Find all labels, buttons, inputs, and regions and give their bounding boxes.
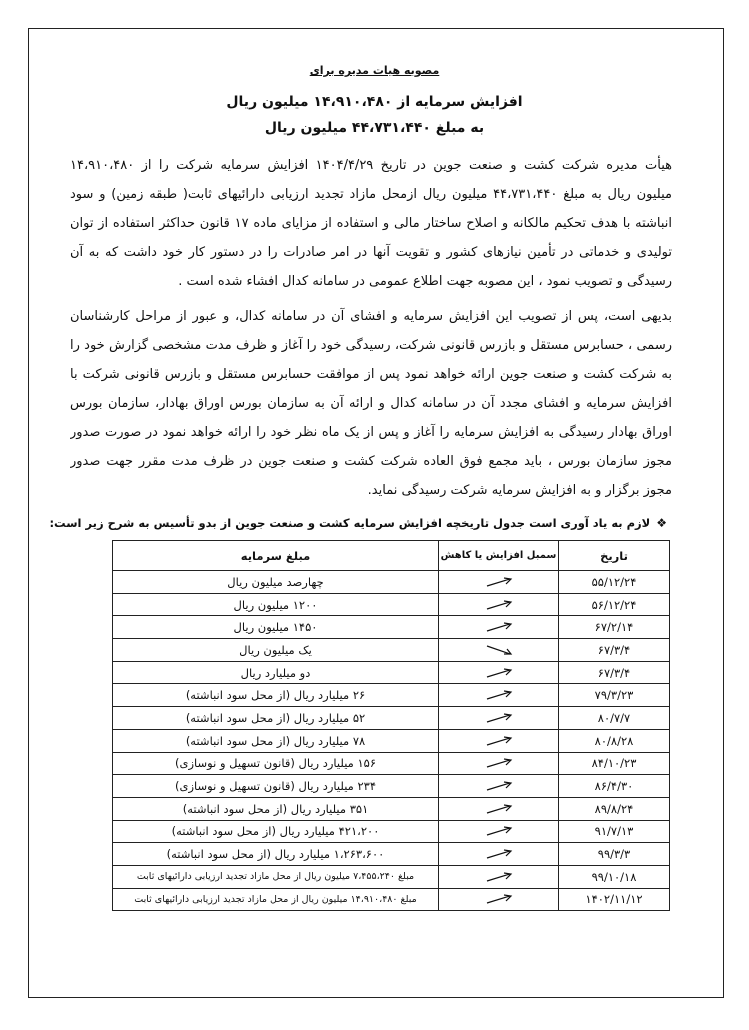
header-amount: مبلغ سرمایه (113, 541, 439, 571)
diamond-bullet-icon: ❖ (656, 516, 667, 530)
paragraph1-line: هیأت مدیره شرکت کشت و صنعت جوین در تاریخ ۱۴۰۴/۴/۲۹ افزایش سرمایه شرکت را از ۱۴،۹۱۰،۴۸۰ (70, 158, 672, 173)
paragraph2-line: مجوز سازمان بورس ، باید مجمع فوق العاده شرکت کشت و صنعت جوین در ظرف مدت مقرر جهت صدور (70, 454, 672, 469)
paragraph-process (70, 302, 672, 505)
row-amount: ۱۵۶ میلیارد ریال (قانون تسهیل و نوسازی) (113, 752, 439, 775)
table-row (113, 707, 670, 730)
row-amount: دو میلیارد ریال (113, 661, 439, 684)
row-amount: ۴۲۱،۲۰۰ میلیارد ریال (از محل سود انباشته) (113, 820, 439, 843)
increase-arrow-icon (484, 893, 514, 905)
paragraph1-line: میلیون ریال به مبلغ ۴۴،۷۳۱،۴۴۰ میلیون ریال ازمحل مازاد تجدید ارزیابی دارائیهای ثابت( طبقه زمین) و سود (70, 187, 672, 202)
row-date: ۸۴/۱۰/۲۳ (559, 752, 670, 775)
paragraph1-line: تولیدی و خدماتی در تأمین نیازهای کشور و تقویت آنها در امر صادرات را در دستور کار خود داشت که به آن (70, 245, 672, 260)
increase-arrow-icon (484, 757, 514, 769)
table-row (113, 684, 670, 707)
row-amount: ۳۵۱ میلیارد ریال (از محل سود انباشته) (113, 797, 439, 820)
increase-arrow-icon (484, 621, 514, 633)
row-amount: ۱۲۰۰ میلیون ریال (113, 593, 439, 616)
row-symbol (439, 616, 559, 639)
row-date: ۶۷/۲/۱۴ (559, 616, 670, 639)
paragraph-board-resolution (70, 151, 672, 296)
increase-arrow-icon (484, 599, 514, 611)
row-amount: ۷۸ میلیارد ریال (از محل سود انباشته) (113, 729, 439, 752)
row-symbol (439, 729, 559, 752)
row-symbol (439, 707, 559, 730)
capital-history-table (112, 540, 670, 911)
row-symbol (439, 820, 559, 843)
row-amount: ۲۳۴ میلیارد ریال (قانون تسهیل و نوسازی) (113, 775, 439, 798)
row-symbol (439, 661, 559, 684)
document-title-line1: افزایش سرمایه از ۱۴،۹۱۰،۴۸۰ میلیون ریال (226, 94, 523, 110)
paragraph2-line: مجوز برگزار و به افزایش سرمایه شرکت رسیدگی نماید. (367, 483, 672, 498)
row-date: ۹۹/۱۰/۱۸ (559, 865, 670, 888)
header-date: تاریخ (559, 541, 670, 571)
increase-arrow-icon (484, 712, 514, 724)
row-symbol (439, 639, 559, 662)
increase-arrow-icon (484, 825, 514, 837)
row-amount: مبلغ ۱۴،۹۱۰،۴۸۰ میلیون ریال از محل مازاد تجدید ارزیابی دارائیهای ثابت (113, 888, 439, 911)
table-row (113, 752, 670, 775)
table-intro-text: لازم به یاد آوری است جدول تاریخچه افزایش سرمایه کشت و صنعت جوین از بدو تأسیس به شرح زیر است: (49, 516, 651, 530)
row-amount: ۲۶ میلیارد ریال (از محل سود انباشته) (113, 684, 439, 707)
increase-arrow-icon (484, 848, 514, 860)
row-date: ۹۱/۷/۱۳ (559, 820, 670, 843)
row-symbol (439, 752, 559, 775)
row-date: ۶۷/۳/۴ (559, 639, 670, 662)
increase-arrow-icon (484, 689, 514, 701)
row-date: ۸۶/۴/۳۰ (559, 775, 670, 798)
row-symbol (439, 797, 559, 820)
table-row (113, 571, 670, 594)
row-date: ۷۹/۳/۲۳ (559, 684, 670, 707)
paragraph2-line: افزایش سرمایه و افشای مجدد آن در سامانه کدال و ارائه آن به سازمان بورس اوراق بهادار، سازمان بورس (70, 396, 672, 411)
row-amount: ۵۲ میلیارد ریال (از محل سود انباشته) (113, 707, 439, 730)
row-symbol (439, 684, 559, 707)
table-row (113, 820, 670, 843)
decrease-arrow-icon (484, 644, 514, 656)
table-intro (49, 516, 667, 530)
increase-arrow-icon (484, 871, 514, 883)
header-symbol: سمبل افزایش یا کاهش (439, 541, 559, 571)
table-row (113, 661, 670, 684)
table-row (113, 865, 670, 888)
row-symbol (439, 888, 559, 911)
row-symbol (439, 843, 559, 866)
row-date: ۵۶/۱۲/۲۴ (559, 593, 670, 616)
row-symbol (439, 571, 559, 594)
row-amount: ۱۴۵۰ میلیون ریال (113, 616, 439, 639)
row-symbol (439, 865, 559, 888)
table-row (113, 729, 670, 752)
row-date: ۸۹/۸/۲۴ (559, 797, 670, 820)
document-title-line2: به مبلغ ۴۴،۷۳۱،۴۴۰ میلیون ریال (264, 120, 485, 136)
paragraph2-line: رسمی ، حسابرس مستقل و بازرس قانونی شرکت، رسیدگی خود را آغاز و ظرف مدت مشخصی گزارش خود را (70, 338, 672, 353)
table-row (113, 797, 670, 820)
row-date: ۹۹/۳/۳ (559, 843, 670, 866)
increase-arrow-icon (484, 576, 514, 588)
row-amount: مبلغ ۷،۴۵۵،۲۴۰ میلیون ریال از محل مازاد تجدید ارزیابی دارائیهای ثابت (113, 865, 439, 888)
increase-arrow-icon (484, 735, 514, 747)
row-date: ۱۴۰۲/۱۱/۱۲ (559, 888, 670, 911)
row-amount: ۱،۲۶۳،۶۰۰ میلیارد ریال (از محل سود انباشته) (113, 843, 439, 866)
increase-arrow-icon (484, 667, 514, 679)
row-amount: یک میلیون ریال (113, 639, 439, 662)
table-row (113, 843, 670, 866)
paragraph1-line: رسیدگی و تصویب نمود ، این مصوبه جهت اطلاع عمومی در سامانه کدال افشاء شده است . (178, 274, 672, 289)
row-date: ۸۰/۷/۷ (559, 707, 670, 730)
row-date: ۸۰/۸/۲۸ (559, 729, 670, 752)
table-row (113, 639, 670, 662)
table-row (113, 616, 670, 639)
paragraph2-line: اوراق بهادار رسیدگی به افزایش سرمایه را آغاز و پس از یک ماه نظر خود را ارائه خواهد نمود در صورت صدور (70, 425, 672, 440)
paragraph1-line: انباشته با هدف تحکیم مالکانه و اصلاح ساختار مالی و استفاده از مزایای ماده ۱۷ قانون حداکثر استفاده از توان (70, 216, 672, 231)
row-date: ۶۷/۳/۴ (559, 661, 670, 684)
table-header-row (113, 541, 670, 571)
row-symbol (439, 593, 559, 616)
row-date: ۵۵/۱۲/۲۴ (559, 571, 670, 594)
paragraph2-line: به شرکت کشت و صنعت جوین ارائه خواهد نمود پس از موافقت حسابرس مستقل و بازرس قانونی شرکت با (70, 367, 672, 382)
increase-arrow-icon (484, 780, 514, 792)
increase-arrow-icon (484, 803, 514, 815)
row-symbol (439, 775, 559, 798)
table-row (113, 775, 670, 798)
row-amount: چهارصد میلیون ریال (113, 571, 439, 594)
approval-caption: مصوبه هیات مدیره برای (309, 64, 440, 77)
table-row (113, 888, 670, 911)
paragraph2-line: بدیهی است، پس از تصویب این افزایش سرمایه و افشای آن در سامانه کدال، و عبور از مراحل کارشناسان (70, 309, 672, 324)
table-row (113, 593, 670, 616)
